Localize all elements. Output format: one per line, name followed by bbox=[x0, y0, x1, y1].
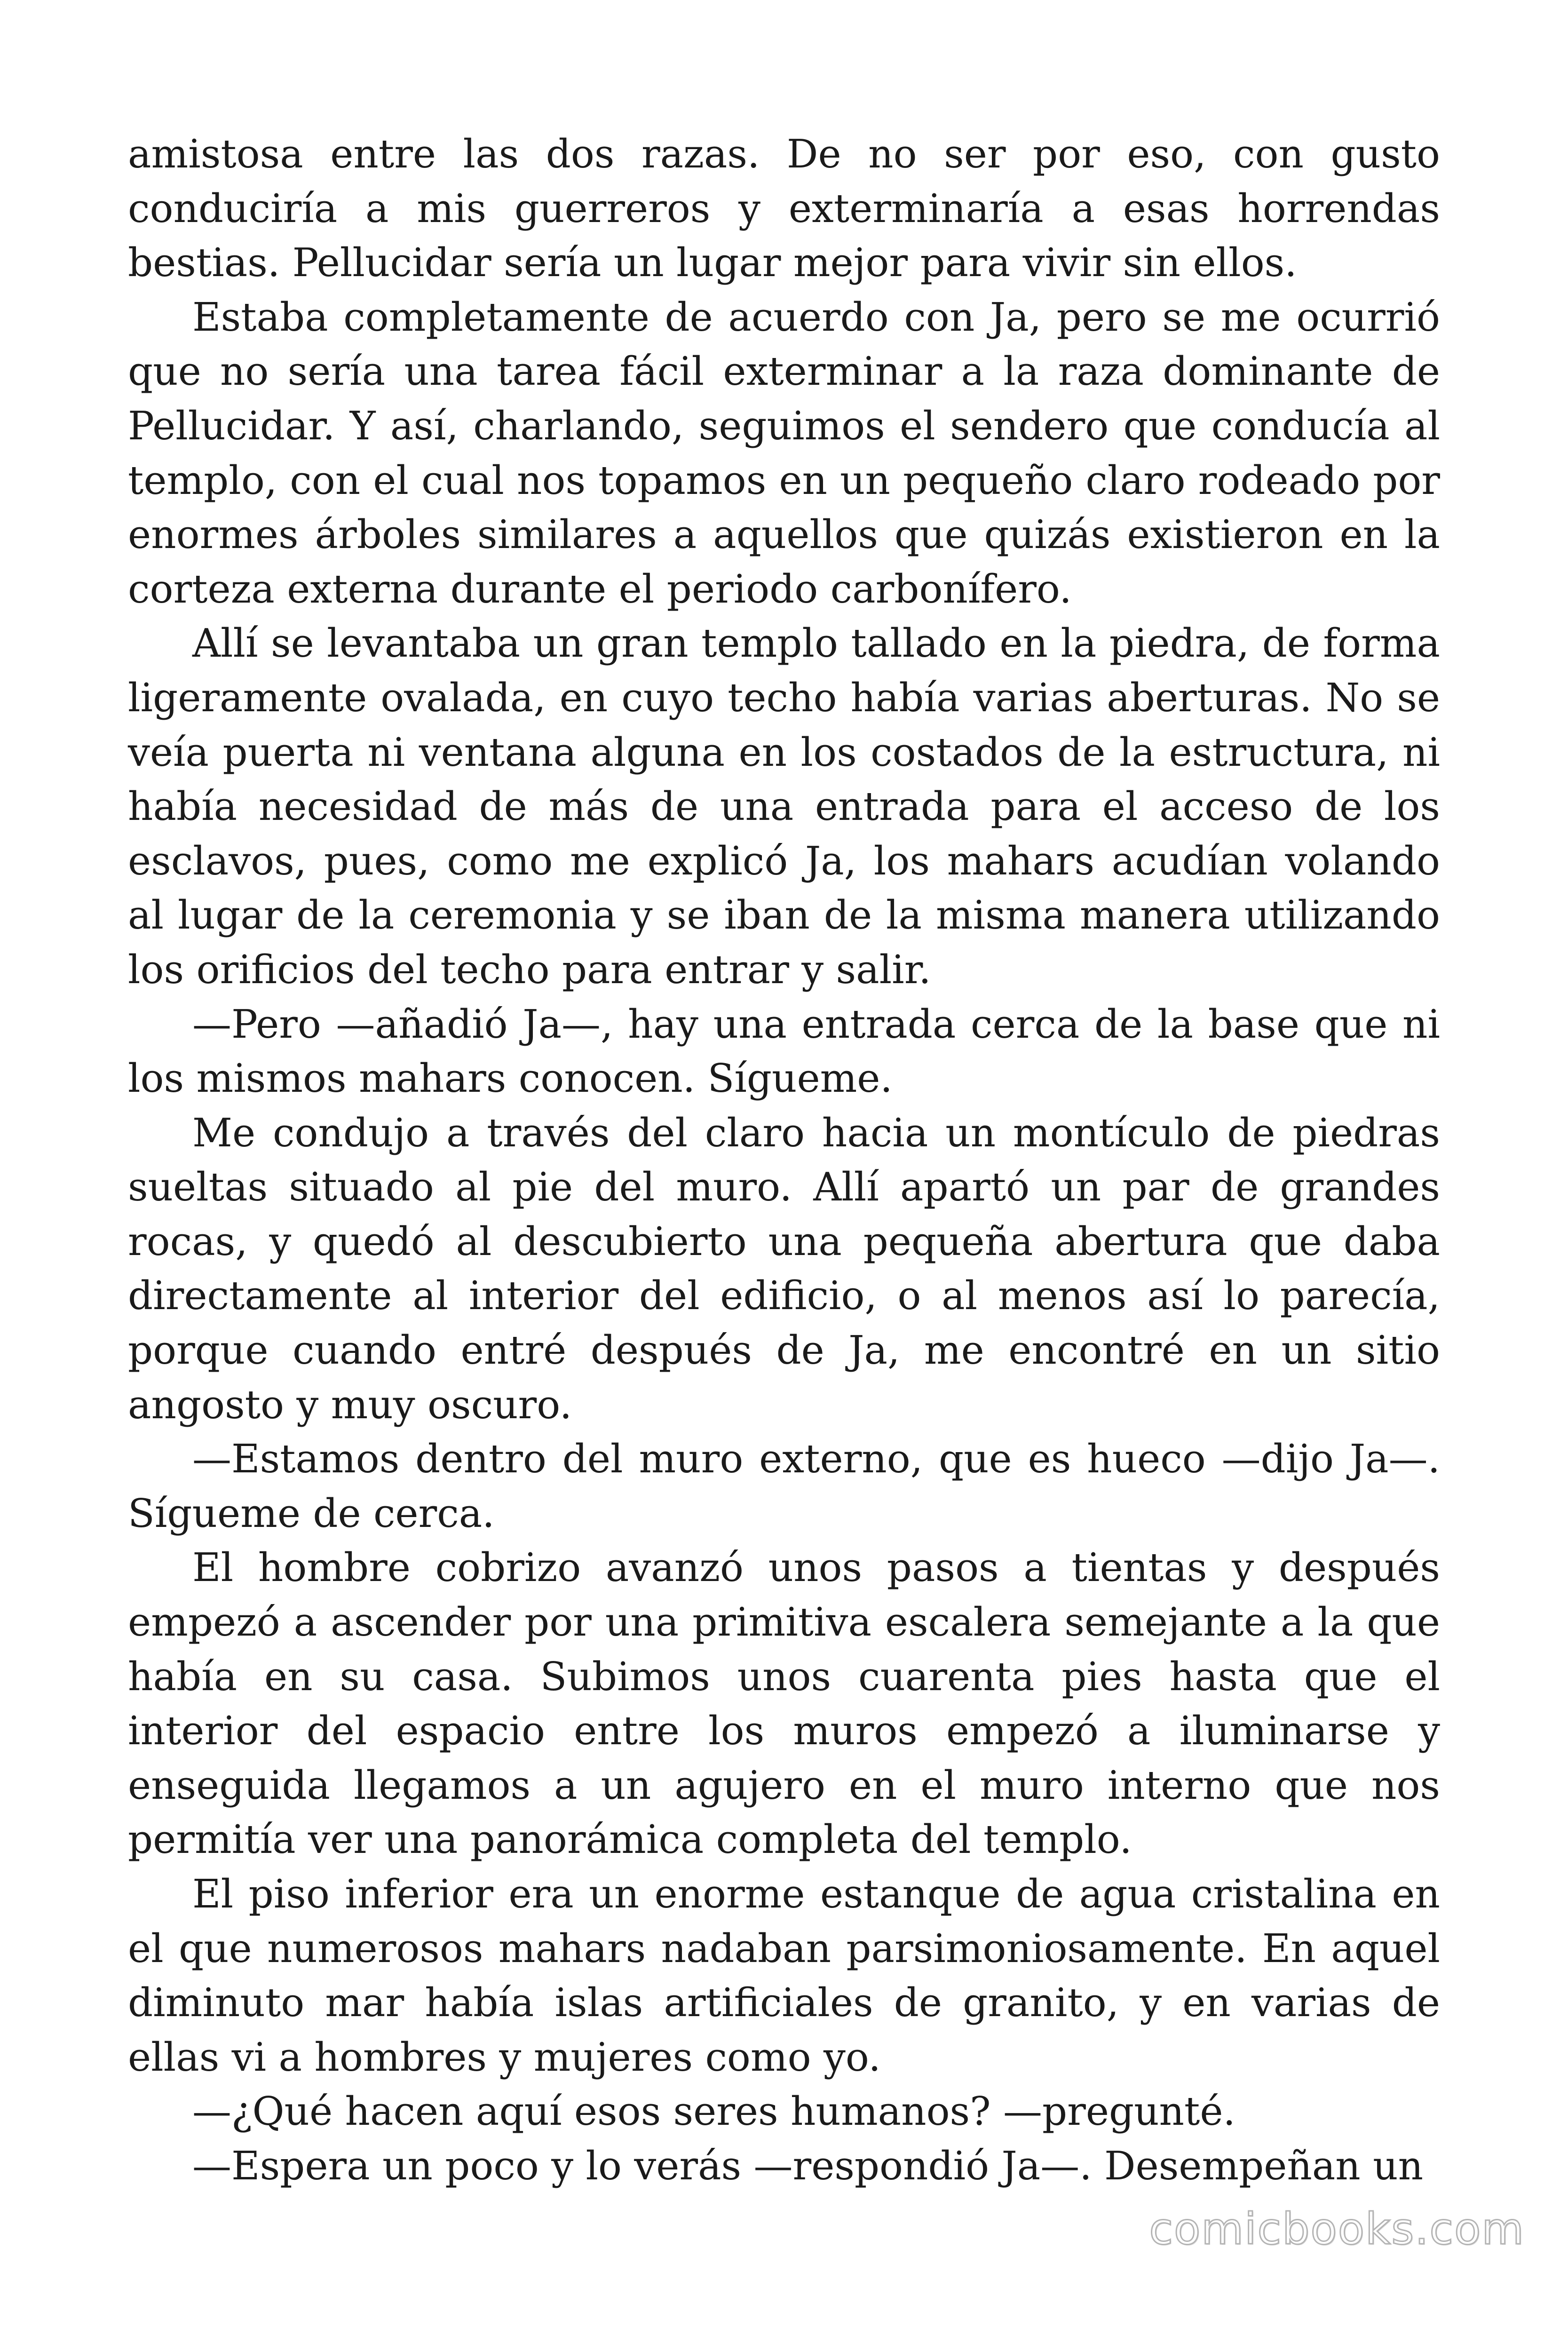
watermark: comicbooks.com bbox=[1149, 2204, 1525, 2254]
paragraph: El piso inferior era un enorme estanque de agua cristalina en el que numerosos mahars nadaban parsimoniosamente. En aquel diminuto mar había islas artificiales de granito, y en varias de ellas vi a hombres y mujeres como yo. bbox=[128, 1871, 1440, 2080]
dialogue-paragraph: —Estamos dentro del muro externo, que es hueco —dijo Ja—. Sígueme de cerca. bbox=[128, 1436, 1440, 1536]
paragraph: El hombre cobrizo avanzó unos pasos a tientas y después empezó a ascender por una primitiva escalera semejante a la que había en su casa. Subimos unos cuarenta pies hasta que el interior del espacio entre los muros empezó a iluminarse y enseguida llegamos a un agujero en el muro interno que nos permitía ver una panorámica completa del templo. bbox=[128, 1545, 1440, 1863]
paragraph: Me condujo a través del claro hacia un montículo de piedras sueltas situado al pie del muro. Allí apartó un par de grandes rocas, y quedó al descubierto una pequeña abertura que daba directamente al interior del edificio, o al menos así lo parecía, porque cuando entré después de Ja, me encontré en un sitio angosto y muy oscuro. bbox=[128, 1110, 1440, 1428]
paragraph: Estaba completamente de acuerdo con Ja, pero se me ocurrió que no sería una tarea fácil exterminar a la raza dominante de Pellucidar. Y así, charlando, seguimos el sendero que conducía al templo, con el cual nos topamos en un pequeño claro rodeado por enormes árboles similares a aquellos que quizás existieron en la corteza externa durante el periodo carbonífero. bbox=[128, 294, 1440, 612]
dialogue-paragraph-last: —Espera un poco y lo verás —respondió Ja—. Desempeñan un bbox=[192, 2143, 1424, 2189]
paragraph-continued: amistosa entre las dos razas. De no ser por eso, con gusto conduciría a mis guerreros y exterminaría a esas horrendas bestias. Pellucidar sería un lugar mejor para vivir sin ellos. bbox=[128, 131, 1440, 286]
dialogue-paragraph: —¿Qué hacen aquí esos seres humanos? —pregunté. bbox=[192, 2089, 1235, 2135]
dialogue-paragraph: —Pero —añadió Ja—, hay una entrada cerca de la base que ni los mismos mahars conocen. Sígueme. bbox=[128, 1001, 1440, 1102]
book-page-text bbox=[128, 127, 1440, 2193]
paragraph: Allí se levantaba un gran templo tallado en la piedra, de forma ligeramente ovalada, en cuyo techo había varias aberturas. No se veía puerta ni ventana alguna en los costados de la estructura, ni había necesidad de más de una entrada para el acceso de los esclavos, pues, como me explicó Ja, los mahars acudían volando al lugar de la ceremonia y se iban de la misma manera utilizando los orificios del techo para entrar y salir. bbox=[128, 620, 1440, 993]
